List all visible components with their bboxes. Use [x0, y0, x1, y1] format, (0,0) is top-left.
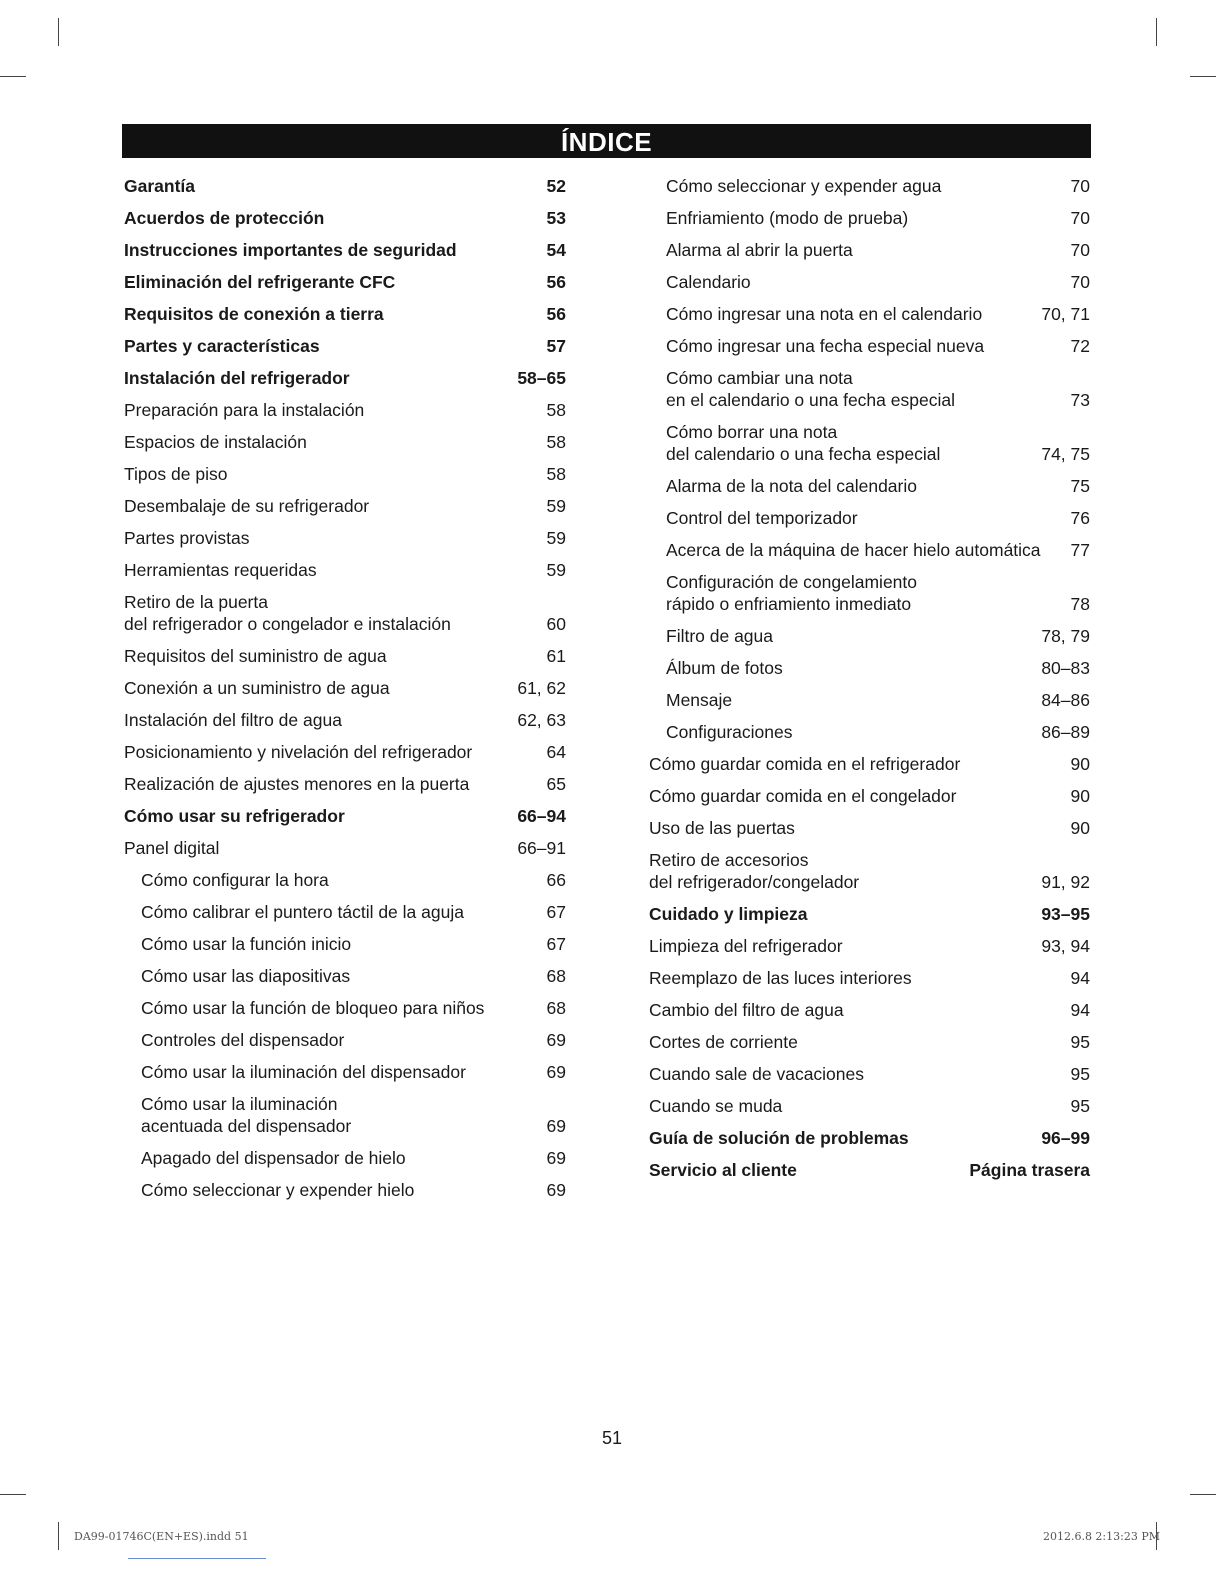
toc-entry — [124, 522, 566, 554]
toc-entry-page: 90 — [1070, 786, 1090, 806]
toc-entry-label: Realización de ajustes menores en la puerta — [124, 774, 470, 794]
toc-entry — [649, 362, 1090, 416]
toc-entry — [124, 928, 566, 960]
toc-entry-label: Cómo seleccionar y expender agua — [666, 176, 942, 196]
toc-entry-label: Álbum de fotos — [666, 658, 783, 678]
toc-entry — [649, 898, 1090, 930]
slug-underline — [128, 1558, 266, 1559]
toc-entry — [124, 672, 566, 704]
toc-entry-label: Mensaje — [666, 690, 733, 710]
toc-entry-label: Partes y características — [124, 336, 320, 356]
toc-entry — [649, 930, 1090, 962]
toc-entry — [649, 202, 1090, 234]
toc-entry-page: 74, 75 — [1041, 444, 1090, 464]
toc-entry — [649, 844, 1090, 898]
toc-entry-label: Cómo ingresar una fecha especial nueva — [666, 336, 985, 356]
toc-entry — [124, 832, 566, 864]
toc-entry-label: Eliminación del refrigerante CFC — [124, 272, 396, 292]
toc-entry — [124, 864, 566, 896]
toc-entry-label: Acuerdos de protección — [124, 208, 325, 228]
toc-entry — [649, 716, 1090, 748]
toc-entry — [124, 768, 566, 800]
toc-entry — [124, 1174, 566, 1206]
toc-entry — [124, 1024, 566, 1056]
toc-entry-page: 93–95 — [1041, 904, 1090, 924]
toc-entry-page: 66–94 — [517, 806, 566, 826]
toc-entry-label: Cómo cambiar una nota en el calendario o una fecha especial — [666, 368, 955, 410]
toc-entry — [124, 992, 566, 1024]
toc-entry-page: 66–91 — [517, 838, 566, 858]
toc-entry — [649, 266, 1090, 298]
toc-entry — [124, 234, 566, 266]
page-number: 51 — [601, 1428, 623, 1448]
crop-mark — [1156, 18, 1157, 46]
toc-entry-label: Controles del dispensador — [141, 1030, 345, 1050]
toc-entry-page: 59 — [546, 496, 566, 516]
toc-entry-page: 68 — [546, 998, 566, 1018]
toc-entry-page: 56 — [546, 272, 566, 292]
toc-entry-page: Página trasera — [969, 1160, 1090, 1180]
toc-entry-label: Enfriamiento (modo de prueba) — [666, 208, 909, 228]
toc-entry-label: Acerca de la máquina de hacer hielo automática — [666, 540, 1041, 560]
toc-entry-page: 61 — [546, 646, 566, 666]
toc-entry-label: Cuando sale de vacaciones — [649, 1064, 865, 1084]
toc-entry-page: 86–89 — [1041, 722, 1090, 742]
toc-entry — [649, 652, 1090, 684]
toc-entry-label: Apagado del dispensador de hielo — [141, 1148, 406, 1168]
toc-entry — [124, 1142, 566, 1174]
toc-entry-page: 93, 94 — [1041, 936, 1090, 956]
toc-entry-label: Conexión a un suministro de agua — [124, 678, 390, 698]
toc-entry-label: Tipos de piso — [124, 464, 228, 484]
toc-entry-label: Cómo seleccionar y expender hielo — [141, 1180, 415, 1200]
toc-entry-page: 95 — [1070, 1032, 1090, 1052]
toc-entry — [649, 962, 1090, 994]
toc-entry — [649, 416, 1090, 470]
crop-mark — [58, 18, 59, 46]
toc-entry-page: 52 — [546, 176, 566, 196]
toc-entry-page: 62, 63 — [517, 710, 566, 730]
toc-entry — [124, 960, 566, 992]
toc-entry-page: 94 — [1070, 1000, 1090, 1020]
toc-entry-label: Posicionamiento y nivelación del refrigerador — [124, 742, 473, 762]
toc-entry-page: 72 — [1070, 336, 1090, 356]
toc-entry-page: 75 — [1070, 476, 1090, 496]
toc-entry-label: Cómo usar las diapositivas — [141, 966, 351, 986]
toc-entry-page: 53 — [546, 208, 566, 228]
toc-entry-page: 56 — [546, 304, 566, 324]
toc-entry-page: 96–99 — [1041, 1128, 1090, 1148]
toc-entry — [649, 534, 1090, 566]
toc-entry — [649, 470, 1090, 502]
toc-entry-page: 59 — [546, 560, 566, 580]
toc-entry-label: Cómo usar la iluminación del dispensador — [141, 1062, 466, 1082]
toc-entry — [124, 586, 566, 640]
toc-entry — [124, 736, 566, 768]
toc-entry-page: 69 — [546, 1116, 566, 1136]
toc-entry-label: Cambio del filtro de agua — [649, 1000, 844, 1020]
toc-entry — [649, 170, 1090, 202]
toc-entry-label: Alarma de la nota del calendario — [666, 476, 917, 496]
toc-entry-label: Calendario — [666, 272, 751, 292]
toc-entry-page: 95 — [1070, 1064, 1090, 1084]
toc-entry-label: Cortes de corriente — [649, 1032, 798, 1052]
toc-entry-page: 69 — [546, 1030, 566, 1050]
toc-entry-label: Cómo configurar la hora — [141, 870, 329, 890]
toc-entry-label: Filtro de agua — [666, 626, 774, 646]
toc-entry — [124, 490, 566, 522]
toc-entry-label: Cuando se muda — [649, 1096, 783, 1116]
crop-mark — [58, 1522, 59, 1550]
toc-entry-label: Desembalaje de su refrigerador — [124, 496, 370, 516]
toc-entry-label: Cómo usar la función inicio — [141, 934, 352, 954]
toc-entry — [649, 1122, 1090, 1154]
toc-entry-label: Preparación para la instalación — [124, 400, 365, 420]
toc-entry-page: 67 — [546, 902, 566, 922]
toc-entry — [124, 426, 566, 458]
toc-entry — [124, 202, 566, 234]
toc-entry-page: 95 — [1070, 1096, 1090, 1116]
toc-entry-page: 77 — [1070, 540, 1090, 560]
toc-entry-page: 58 — [546, 464, 566, 484]
toc-entry-page: 70 — [1070, 208, 1090, 228]
toc-entry-page: 58 — [546, 400, 566, 420]
file-slug: DA99-01746C(EN+ES).indd 51 — [74, 1530, 249, 1543]
toc-entry-page: 78, 79 — [1041, 626, 1090, 646]
toc-entry — [124, 1056, 566, 1088]
toc-entry-label: Servicio al cliente — [649, 1160, 797, 1180]
toc-entry-page: 69 — [546, 1148, 566, 1168]
toc-left-column — [124, 170, 566, 1206]
toc-entry — [649, 1058, 1090, 1090]
toc-entry-page: 58–65 — [517, 368, 566, 388]
toc-entry-label: Guía de solución de problemas — [649, 1128, 909, 1148]
toc-entry — [649, 1154, 1090, 1186]
toc-entry — [124, 1088, 566, 1142]
toc-entry-label: Requisitos de conexión a tierra — [124, 304, 384, 324]
toc-entry-page: 84–86 — [1041, 690, 1090, 710]
toc-entry — [649, 330, 1090, 362]
toc-entry-label: Partes provistas — [124, 528, 250, 548]
toc-entry-label: Limpieza del refrigerador — [649, 936, 843, 956]
toc-entry-page: 70 — [1070, 240, 1090, 260]
toc-entry — [649, 1090, 1090, 1122]
toc-entry — [124, 640, 566, 672]
toc-entry-page: 70 — [1070, 176, 1090, 196]
toc-entry-page: 70 — [1070, 272, 1090, 292]
toc-entry-page: 91, 92 — [1041, 872, 1090, 892]
toc-entry-page: 73 — [1070, 390, 1090, 410]
toc-entry-page: 66 — [546, 870, 566, 890]
toc-entry-label: Uso de las puertas — [649, 818, 795, 838]
toc-entry-label: Configuraciones — [666, 722, 793, 742]
toc-entry-page: 60 — [546, 614, 566, 634]
toc-entry — [124, 896, 566, 928]
crop-mark — [1190, 76, 1216, 77]
toc-entry-label: Cómo ingresar una nota en el calendario — [666, 304, 983, 324]
toc-entry — [124, 298, 566, 330]
toc-entry-label: Cómo guardar comida en el refrigerador — [649, 754, 961, 774]
toc-entry-label: Cómo borrar una nota del calendario o una fecha especial — [666, 422, 941, 464]
toc-entry — [124, 458, 566, 490]
toc-entry-label: Retiro de accesorios del refrigerador/congelador — [649, 850, 860, 892]
toc-entry — [649, 994, 1090, 1026]
print-timestamp: 2012.6.8 2:13:23 PM — [1042, 1530, 1160, 1543]
toc-entry — [124, 362, 566, 394]
crop-mark — [0, 1494, 26, 1495]
toc-entry — [124, 704, 566, 736]
toc-entry-page: 90 — [1070, 818, 1090, 838]
toc-entry-page: 78 — [1070, 594, 1090, 614]
toc-entry-label: Control del temporizador — [666, 508, 858, 528]
toc-entry-page: 64 — [546, 742, 566, 762]
toc-entry-label: Configuración de congelamiento rápido o enfriamiento inmediato — [666, 572, 917, 614]
toc-entry — [649, 1026, 1090, 1058]
toc-entry — [124, 330, 566, 362]
toc-entry-page: 61, 62 — [517, 678, 566, 698]
toc-entry-label: Instalación del filtro de agua — [124, 710, 342, 730]
toc-entry-label: Cómo usar la iluminación acentuada del dispensador — [141, 1094, 352, 1136]
toc-entry-page: 68 — [546, 966, 566, 986]
toc-entry — [649, 234, 1090, 266]
toc-entry — [124, 394, 566, 426]
toc-entry — [124, 554, 566, 586]
toc-entry-page: 67 — [546, 934, 566, 954]
toc-entry-label: Requisitos del suministro de agua — [124, 646, 387, 666]
toc-entry-page: 65 — [546, 774, 566, 794]
crop-mark — [0, 76, 26, 77]
toc-entry — [124, 170, 566, 202]
toc-entry-page: 59 — [546, 528, 566, 548]
toc-entry-label: Cómo calibrar el puntero táctil de la aguja — [141, 902, 464, 922]
toc-entry — [124, 266, 566, 298]
toc-entry — [649, 502, 1090, 534]
toc-entry-page: 69 — [546, 1180, 566, 1200]
toc-entry-label: Alarma al abrir la puerta — [666, 240, 853, 260]
toc-right-column — [649, 170, 1090, 1186]
toc-entry — [649, 812, 1090, 844]
toc-entry-page: 58 — [546, 432, 566, 452]
toc-entry-page: 80–83 — [1041, 658, 1090, 678]
toc-entry-label: Cuidado y limpieza — [649, 904, 808, 924]
toc-entry-label: Panel digital — [124, 838, 220, 858]
toc-entry-label: Instrucciones importantes de seguridad — [124, 240, 457, 260]
toc-entry-label: Garantía — [124, 176, 195, 196]
toc-entry — [649, 780, 1090, 812]
toc-entry-page: 54 — [546, 240, 566, 260]
toc-entry-page: 70, 71 — [1041, 304, 1090, 324]
toc-entry — [124, 800, 566, 832]
toc-entry-label: Cómo guardar comida en el congelador — [649, 786, 957, 806]
toc-entry — [649, 748, 1090, 780]
index-title: ÍNDICE — [122, 124, 1091, 158]
toc-entry — [649, 298, 1090, 330]
toc-entry — [649, 620, 1090, 652]
toc-entry — [649, 684, 1090, 716]
toc-entry-label: Espacios de instalación — [124, 432, 307, 452]
toc-entry-page: 76 — [1070, 508, 1090, 528]
toc-entry-label: Retiro de la puerta del refrigerador o congelador e instalación — [124, 592, 451, 634]
toc-entry-page: 90 — [1070, 754, 1090, 774]
toc-entry-label: Herramientas requeridas — [124, 560, 317, 580]
toc-entry-page: 94 — [1070, 968, 1090, 988]
toc-entry-label: Reemplazo de las luces interiores — [649, 968, 912, 988]
crop-mark — [1190, 1494, 1216, 1495]
toc-entry-label: Cómo usar su refrigerador — [124, 806, 345, 826]
toc-entry — [649, 566, 1090, 620]
toc-entry-label: Cómo usar la función de bloqueo para niños — [141, 998, 485, 1018]
toc-entry-page: 57 — [546, 336, 566, 356]
toc-entry-label: Instalación del refrigerador — [124, 368, 350, 388]
toc-entry-page: 69 — [546, 1062, 566, 1082]
